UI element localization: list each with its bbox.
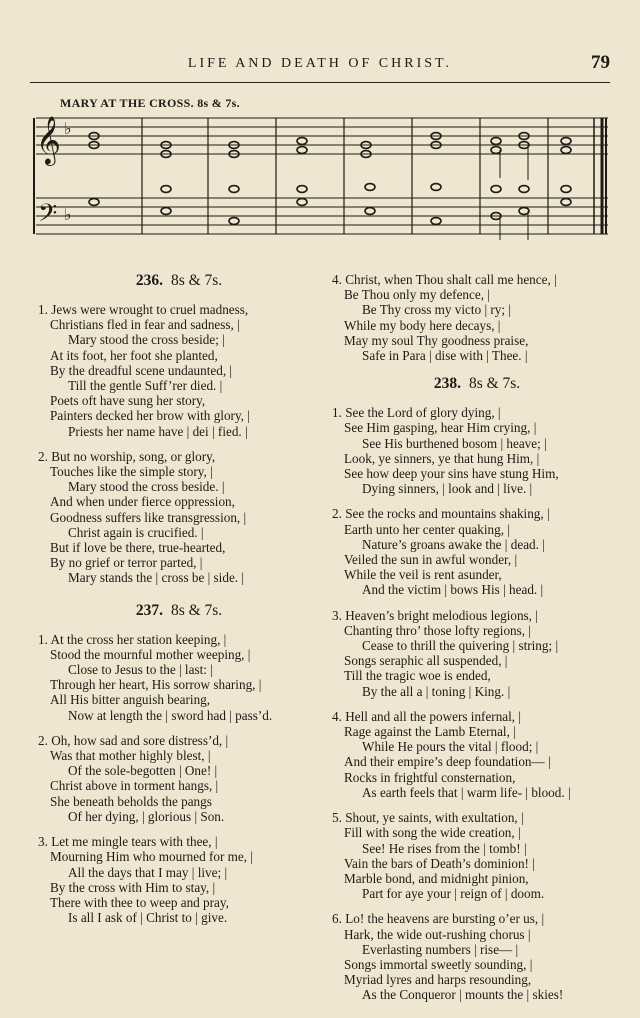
hymn-line: 5. Shout, ye saints, with exultation, | bbox=[332, 810, 524, 826]
hymn-line: Touches like the simple story, | bbox=[50, 464, 213, 480]
hymn-line: Safe in Para | dise with | Thee. | bbox=[362, 348, 528, 364]
hymn-line: Stood the mournful mother weeping, | bbox=[50, 646, 251, 662]
hymn-line: Painters decked her brow with glory, | bbox=[50, 408, 250, 424]
hymn-line: And their empire’s deep foundation— | bbox=[344, 754, 551, 770]
hymn-number: 237. bbox=[135, 601, 163, 619]
hymn-line: Look, ye sinners, ye that hung Him, | bbox=[344, 450, 540, 466]
hymn-line: She beneath beholds the pangs bbox=[50, 793, 212, 809]
hymn-line: And when under fierce oppression, bbox=[50, 494, 235, 510]
hymn-number: 238. bbox=[433, 375, 461, 393]
hymn-line: Vain the bars of Death’s dominion! | bbox=[344, 855, 535, 871]
hymn-line: 1. Jews were wrought to cruel madness, bbox=[38, 302, 249, 317]
hymn bbox=[38, 600, 320, 926]
hymn-line: 3. Heaven’s bright melodious legions, | bbox=[332, 607, 538, 623]
bass-staff bbox=[36, 198, 608, 234]
hymn-line: Be Thou only my defence, | bbox=[344, 287, 490, 303]
bass-lower-notes bbox=[89, 199, 571, 225]
hymn-line: Rage against the Lamb Eternal, | bbox=[344, 724, 516, 740]
hymn-line: Christ above in torment hangs, | bbox=[50, 778, 219, 794]
hymn-verse bbox=[38, 449, 320, 586]
hymn-line: Veiled the sun in awful wonder, | bbox=[344, 552, 518, 568]
tune-title: MARY AT THE CROSS. 8s & 7s. bbox=[60, 96, 240, 110]
hymn-line: There with thee to weep and pray, bbox=[50, 894, 229, 910]
hymn-line: Songs immortal sweetly sounding, | bbox=[344, 956, 533, 972]
bass-upper-notes bbox=[161, 184, 571, 193]
music-score bbox=[0, 0, 640, 260]
hymn-line: Hark, the wide out-rushing chorus | bbox=[344, 926, 531, 942]
hymn-line: By the all a | toning | King. | bbox=[362, 683, 511, 699]
hymn-line: And the victim | bows His | head. | bbox=[362, 582, 544, 598]
hymn-line: Mary stands the | cross be | side. | bbox=[68, 570, 245, 586]
treble-clef: 𝄞 bbox=[36, 115, 61, 164]
bar-lines bbox=[142, 118, 606, 234]
hymn-line: Myriad lyres and harps resounding, bbox=[344, 972, 532, 988]
page-number: 79 bbox=[591, 52, 610, 73]
hymn-line: As earth feels that | warm life- | blood. | bbox=[362, 784, 571, 800]
hymn-line: 2. See the rocks and mountains shaking, | bbox=[332, 506, 550, 522]
hymn-line: Fill with song the wide creation, | bbox=[344, 825, 521, 841]
hymn-line: 1. See the Lord of glory dying, | bbox=[332, 405, 501, 421]
hymn-line: Mourning Him who mourned for me, | bbox=[50, 849, 253, 865]
hymn-line: All His bitter anguish bearing, bbox=[50, 692, 211, 708]
hymn-line: See Him gasping, hear Him crying, | bbox=[344, 420, 537, 436]
hymn-line: Marble bond, and midnight pinion, bbox=[344, 870, 529, 886]
hymn-line: But if love be there, true-hearted, bbox=[50, 540, 226, 556]
hymn-line: Everlasting numbers | rise— | bbox=[362, 941, 519, 957]
hymn-verse bbox=[38, 302, 320, 439]
hymn-meter: 8s & 7s. bbox=[170, 601, 223, 619]
hymn-line: Mary stood the cross beside; | bbox=[68, 332, 225, 348]
hymn-verse bbox=[332, 709, 622, 800]
hymn-verse bbox=[38, 632, 320, 723]
hymn-verse bbox=[332, 608, 622, 699]
hymn-heading bbox=[332, 373, 622, 395]
hymn-line: 2. Oh, how sad and sore distress’d, | bbox=[38, 732, 229, 748]
hymn-line: Goodness suffers like transgression, | bbox=[50, 509, 247, 525]
hymn-line: Of the sole-begotten | One! | bbox=[68, 763, 218, 779]
bass-clef: 𝄢 bbox=[38, 199, 58, 234]
hymn bbox=[38, 270, 320, 586]
hymn-verse bbox=[38, 834, 320, 925]
hymn-line: 6. Lo! the heavens are bursting o’er us, | bbox=[332, 911, 545, 927]
hymn-line: Till the gentle Suff’rer died. | bbox=[68, 378, 223, 394]
hymn-line: Songs seraphic all suspended, | bbox=[344, 653, 508, 669]
hymn-line: Through her heart, His sorrow sharing, | bbox=[50, 677, 262, 693]
hymn-line: Rocks in frightful consternation, bbox=[344, 769, 516, 785]
hymn-line: 2. But no worship, song, or glory, bbox=[38, 448, 216, 464]
left-column bbox=[38, 270, 320, 935]
hymn-line: Was that mother highly blest, | bbox=[50, 748, 211, 764]
right-column bbox=[332, 272, 622, 1013]
hymn-heading bbox=[38, 270, 320, 292]
hymn-line: Part for aye your | reign of | doom. bbox=[362, 886, 545, 902]
hymn-line: Now at length the | sword had | pass’d. bbox=[68, 707, 273, 723]
hymn-line: By the dreadful scene undaunted, | bbox=[50, 362, 233, 378]
hymn-line: While the veil is rent asunder, bbox=[344, 567, 502, 583]
hymn-line: See! He rises from the | tomb! | bbox=[362, 840, 527, 856]
hymn-line: Priests her name have | dei | fied. | bbox=[68, 423, 248, 439]
hymn-verse bbox=[332, 405, 622, 496]
hymn-meter: 8s & 7s. bbox=[170, 272, 223, 289]
hymn-line: At its foot, her foot she planted, bbox=[50, 347, 218, 363]
hymn-meter: 8s & 7s. bbox=[468, 375, 521, 393]
hymn-verse bbox=[38, 733, 320, 824]
hymn-line: Is all I ask of | Christ to | give. bbox=[68, 910, 228, 926]
hymn-heading bbox=[38, 600, 320, 622]
hymn-line: Nature’s groans awake the | dead. | bbox=[362, 536, 545, 552]
hymn-line: 4. Christ, when Thou shalt call me hence, | bbox=[332, 272, 557, 287]
hymn-line: While He pours the vital | flood; | bbox=[362, 739, 539, 755]
hymn-line: Cease to thrill the quivering | string; | bbox=[362, 638, 559, 654]
hymn-line: 3. Let me mingle tears with thee, | bbox=[38, 834, 218, 850]
hymn-line: 1. At the cross her station keeping, | bbox=[38, 631, 227, 647]
hymn-line: Earth unto her center quaking, | bbox=[344, 521, 510, 537]
hymn-line: Christ again is crucified. | bbox=[68, 524, 204, 540]
hymn-line: Of her dying, | glorious | Son. bbox=[68, 808, 225, 824]
hymn-line: Dying sinners, | look and | live. | bbox=[362, 481, 533, 497]
hymn-line: Be Thy cross my victo | ry; | bbox=[362, 302, 511, 318]
hymn-line: By no grief or terror parted, | bbox=[50, 555, 203, 571]
hymn bbox=[332, 373, 622, 1002]
hymn-line: May my soul Thy goodness praise, bbox=[344, 332, 529, 348]
hymn-line: See His burthened bosom | heave; | bbox=[362, 435, 547, 451]
hymn-line: Mary stood the cross beside. | bbox=[68, 479, 225, 495]
hymn-number: 236. bbox=[135, 272, 163, 289]
hymn-line: Christians fled in fear and sadness, | bbox=[50, 317, 240, 333]
hymn-verse bbox=[332, 810, 622, 901]
hymn-line: While my body here decays, | bbox=[344, 317, 501, 333]
hymn-line: 4. Hell and all the powers infernal, | bbox=[332, 708, 522, 724]
hymn-line: Close to Jesus to the | last: | bbox=[68, 662, 213, 678]
running-title: LIFE AND DEATH OF CHRIST. bbox=[187, 56, 453, 71]
hymn-verse bbox=[332, 506, 622, 597]
hymn-line: By the cross with Him to stay, | bbox=[50, 879, 216, 895]
hymn-verse bbox=[332, 911, 622, 1002]
bass-flat: ♭ bbox=[64, 205, 72, 224]
hymn-line: See how deep your sins have stung Him, bbox=[344, 466, 559, 482]
hymn-verse bbox=[332, 272, 622, 363]
hymn-line: Chanting thro’ those lofty regions, | bbox=[344, 622, 531, 638]
treble-flat: ♭ bbox=[64, 119, 72, 138]
hymn-line: As the Conqueror | mounts the | skies! bbox=[362, 987, 564, 1003]
hymn-line: Till the tragic woe is ended, bbox=[344, 668, 491, 684]
hymn-line: All the days that I may | live; | bbox=[68, 864, 228, 880]
hymn-line: Poets oft have sung her story, bbox=[50, 393, 206, 409]
